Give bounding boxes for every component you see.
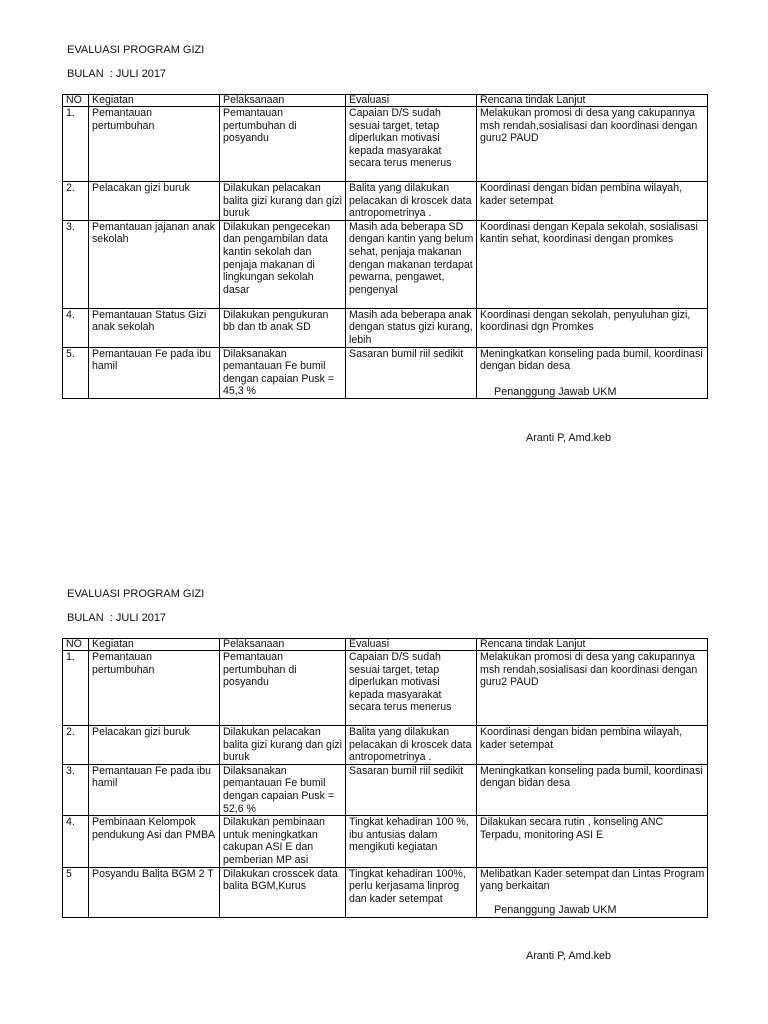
- report-month: BULAN : JULI 2017: [67, 68, 167, 80]
- cell-rencana: Koordinasi dengan bidan pembina wilayah, kader setempat: [477, 182, 708, 221]
- cell-rencana: Melakukan promosi di desa yang cakupannya msh rendah,sosialisasi dan koordinasi dengan guru2 PAUD: [477, 107, 708, 182]
- header-kegiatan: Kegiatan: [89, 639, 220, 651]
- cell-evaluasi: Balita yang dilakukan pelacakan di kroscek data antropometrinya .: [346, 182, 477, 221]
- cell-no: 2.: [63, 726, 89, 765]
- cell-evaluasi: Tingkat kehadiran 100 %, ibu antusias dalam mengikuti kegiatan: [346, 816, 477, 867]
- cell-no: 3.: [63, 764, 89, 815]
- cell-no: 5.: [63, 347, 89, 398]
- cell-no: 2.: [63, 182, 89, 221]
- cell-rencana: Koordinasi dengan Kepala sekolah, sosialisasi kantin sehat, koordinasi dengan promkes: [477, 220, 708, 308]
- table-header-row: [63, 639, 708, 651]
- cell-rencana: Koordinasi dengan sekolah, penyuluhan gizi, koordinasi dgn Promkes: [477, 308, 708, 347]
- header-rencana: Rencana tindak Lanjut: [477, 639, 708, 651]
- header-pelaksanaan: Pelaksanaan: [220, 639, 346, 651]
- cell-kegiatan: Posyandu Balita BGM 2 T: [89, 867, 220, 917]
- table-row: [63, 816, 708, 867]
- table-row: [63, 764, 708, 815]
- header-no: NO: [63, 639, 89, 651]
- cell-rencana: Meningkatkan konseling pada bumil, koordinasi dengan bidan desa: [477, 347, 708, 398]
- table-row: [63, 220, 708, 308]
- table-row: [63, 726, 708, 765]
- cell-kegiatan: Pelacakan gizi buruk: [89, 182, 220, 221]
- table-row: [63, 182, 708, 221]
- cell-pelaksanaan: Dilakukan pengecekan dan pengambilan data kantin sekolah dan penjaja makanan di lingkungan sekolah dasar: [220, 220, 346, 308]
- cell-no: 4.: [63, 816, 89, 867]
- report-month: BULAN : JULI 2017: [67, 612, 167, 624]
- cell-rencana: Dilakukan secara rutin , konseling ANC Terpadu, monitoring ASI E: [477, 816, 708, 867]
- table-row: [63, 308, 708, 347]
- cell-no: 1.: [63, 651, 89, 726]
- table-header-row: [63, 95, 708, 107]
- header-evaluasi: Evaluasi: [346, 95, 477, 107]
- cell-pelaksanaan: Dilakukan pembinaan untuk meningkatkan cakupan ASI E dan pemberian MP asi: [220, 816, 346, 867]
- cell-kegiatan: Pembinaan Kelompok pendukung Asi dan PMBA: [89, 816, 220, 867]
- table-row: [63, 107, 708, 182]
- header-pelaksanaan: Pelaksanaan: [220, 95, 346, 107]
- cell-evaluasi: Masih ada beberapa anak dengan status gizi kurang, lebih: [346, 308, 477, 347]
- report-title: EVALUASI PROGRAM GIZI: [67, 588, 205, 600]
- cell-pelaksanaan: Dilaksanakan pemantauan Fe bumil dengan capaian Pusk = 52,6 %: [220, 764, 346, 815]
- cell-pelaksanaan: Pemantauan pertumbuhan di posyandu: [220, 107, 346, 182]
- cell-no: 4.: [63, 308, 89, 347]
- cell-pelaksanaan: Dilakukan pelacakan balita gizi kurang dan gizi buruk: [220, 182, 346, 221]
- cell-kegiatan: Pemantauan Fe pada ibu hamil: [89, 764, 220, 815]
- cell-evaluasi: Masih ada beberapa SD dengan kantin yang belum sehat, penjaja makanan dengan makanan terdapat pewarna, pengawet, pengenyal: [346, 220, 477, 308]
- cell-rencana: Melakukan promosi di desa yang cakupannya msh rendah,sosialisasi dan koordinasi dengan guru2 PAUD: [477, 651, 708, 726]
- cell-rencana: Melibatkan Kader setempat dan Lintas Program yang berkaitan: [477, 867, 708, 917]
- signature-role: Penanggung Jawab UKM: [494, 386, 617, 398]
- cell-no: 5: [63, 867, 89, 917]
- cell-kegiatan: Pemantauan Fe pada ibu hamil: [89, 347, 220, 398]
- cell-no: 3.: [63, 220, 89, 308]
- cell-kegiatan: Pemantauan pertumbuhan: [89, 107, 220, 182]
- header-kegiatan: Kegiatan: [89, 95, 220, 107]
- cell-kegiatan: Pelacakan gizi buruk: [89, 726, 220, 765]
- evaluation-table: [62, 638, 708, 918]
- cell-evaluasi: Capaian D/S sudah sesuai target, tetap diperlukan motivasi kepada masyarakat secara terus menerus: [346, 651, 477, 726]
- signature-role: Penanggung Jawab UKM: [494, 904, 617, 916]
- cell-rencana: Koordinasi dengan bidan pembina wilayah, kader setempat: [477, 726, 708, 765]
- cell-kegiatan: Pemantauan Status Gizi anak sekolah: [89, 308, 220, 347]
- cell-kegiatan: Pemantauan jajanan anak sekolah: [89, 220, 220, 308]
- cell-pelaksanaan: Dilakukan pengukuran bb dan tb anak SD: [220, 308, 346, 347]
- signature-name: Aranti P, Amd.keb: [526, 432, 612, 444]
- header-rencana: Rencana tindak Lanjut: [477, 95, 708, 107]
- header-no: NO: [63, 95, 89, 107]
- cell-pelaksanaan: Pemantauan pertumbuhan di posyandu: [220, 651, 346, 726]
- header-evaluasi: Evaluasi: [346, 639, 477, 651]
- evaluation-table: [62, 94, 708, 399]
- cell-pelaksanaan: Dilakukan pelacakan balita gizi kurang dan gizi buruk: [220, 726, 346, 765]
- cell-pelaksanaan: Dilakukan crosscek data balita BGM,Kurus: [220, 867, 346, 917]
- report-title: EVALUASI PROGRAM GIZI: [67, 44, 205, 56]
- table-row: [63, 651, 708, 726]
- cell-evaluasi: Balita yang dilakukan pelacakan di kroscek data antropometrinya .: [346, 726, 477, 765]
- cell-evaluasi: Sasaran bumil riil sedikit: [346, 764, 477, 815]
- cell-evaluasi: Tingkat kehadiran 100%, perlu kerjasama linprog dan kader setempat: [346, 867, 477, 917]
- cell-rencana: Meningkatkan konseling pada bumil, koordinasi dengan bidan desa: [477, 764, 708, 815]
- signature-name: Aranti P, Amd.keb: [526, 950, 612, 962]
- cell-evaluasi: Capaian D/S sudah sesuai target, tetap diperlukan motivasi kepada masyarakat secara terus menerus: [346, 107, 477, 182]
- cell-pelaksanaan: Dilaksanakan pemantauan Fe bumil dengan capaian Pusk = 45,3 %: [220, 347, 346, 398]
- cell-no: 1.: [63, 107, 89, 182]
- cell-kegiatan: Pemantauan pertumbuhan: [89, 651, 220, 726]
- cell-evaluasi: Sasaran bumil riil sedikit: [346, 347, 477, 398]
